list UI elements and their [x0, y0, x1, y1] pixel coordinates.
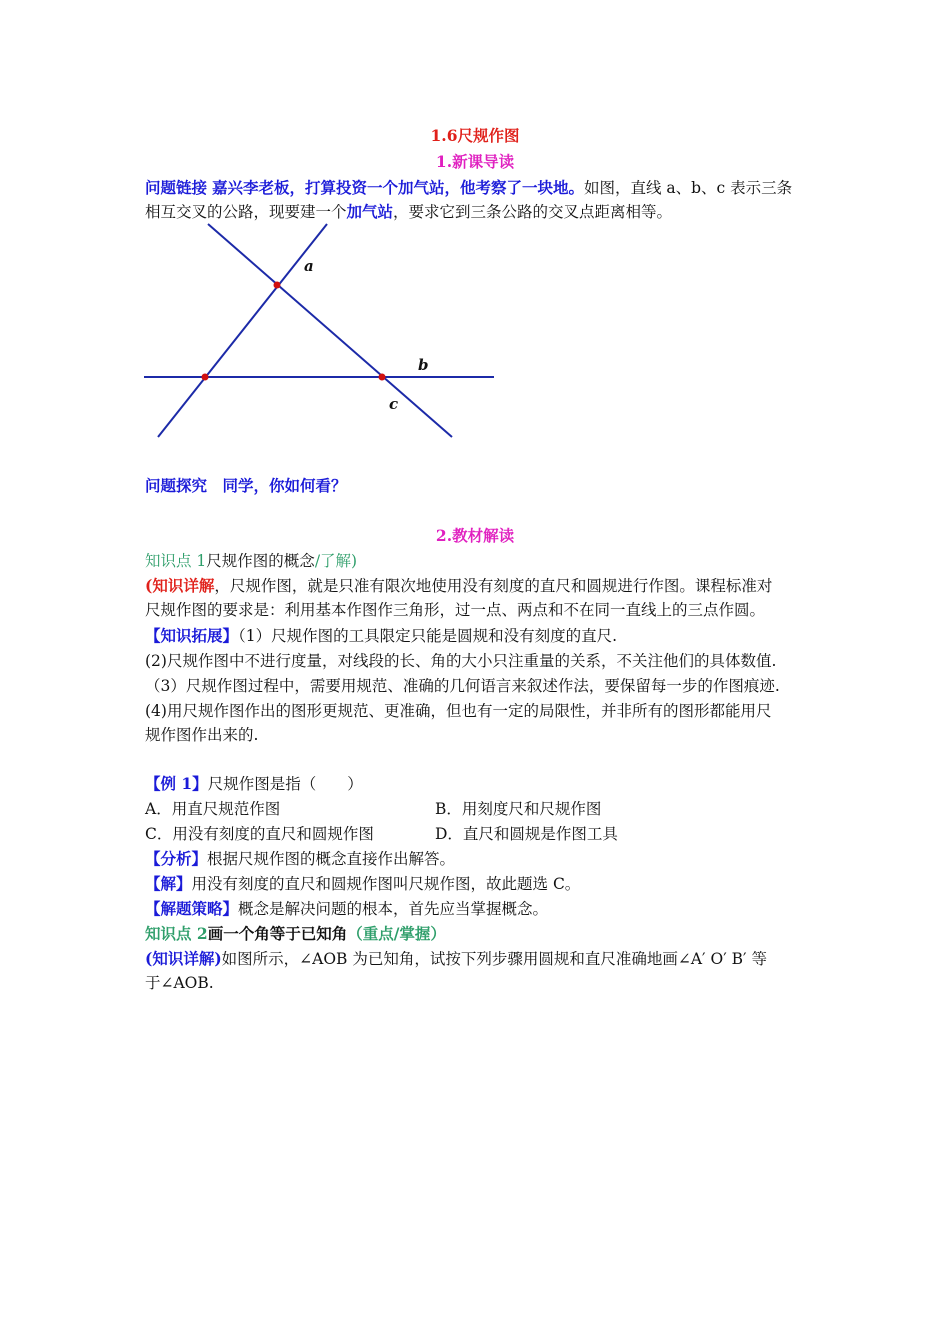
solution-line — [145, 872, 580, 896]
example1-question: 尺规作图是指（ ） — [207, 775, 363, 793]
section-heading-2: 2.教材解读 — [435, 526, 515, 545]
kp1-label: 知识点 1 — [145, 552, 207, 570]
strategy-label: 【解题策略】 — [145, 899, 239, 918]
detail1-text1: ，尺规作图，就是只准有限次地使用没有刻度的直尺和圆规进行作图。课程标准对 — [214, 577, 773, 595]
kp2-line — [145, 922, 446, 946]
road-line-a — [158, 224, 327, 437]
expand-item-3: （3）尺规作图过程中，需要用规范、准确的几何语言来叙述作法，要保留每一步的作图痕迹. — [145, 677, 780, 695]
kp1-line — [145, 549, 357, 573]
solution-label: 【解】 — [145, 874, 192, 893]
analysis-line — [145, 847, 455, 871]
intersection-point-ac — [274, 282, 281, 289]
example1-label: 【例 1】 — [145, 774, 208, 793]
kp2-label: 知识点 2 — [145, 924, 208, 943]
section-heading-1: 1.新课导读 — [435, 152, 515, 171]
option-c: C．用没有刻度的直尺和圆规作图 — [145, 825, 374, 843]
road-line-c — [208, 224, 452, 437]
intro-line-1 — [145, 176, 792, 200]
intro-label: 问题链接 — [145, 178, 208, 197]
detail2-line-1 — [145, 947, 767, 971]
intersection-point-bc — [379, 374, 386, 381]
kp2-title: 画一个角等于已知角 — [207, 924, 348, 943]
detail1-line-1 — [145, 574, 772, 598]
page-title: 1.6尺规作图 — [430, 126, 520, 145]
expand-item-4b: 规作图作出来的. — [145, 726, 259, 744]
detail1-line-2: 尺规作图的要求是：利用基本作图作三角形，过一点、两点和不在同一直线上的三点作圆。 — [145, 601, 766, 619]
detail2-text1: 如图所示，∠AOB 为已知角，试按下列步骤用圆规和直尺准确地画∠A′ O′ B′ 等 — [221, 950, 767, 968]
detail2-label: (知识详解) — [145, 949, 222, 968]
intro-text-b2: ，要求它到三条公路的交叉点距离相等。 — [393, 203, 673, 221]
strategy-line — [145, 897, 548, 921]
intersection-point-ab — [202, 374, 209, 381]
kp2-tag: （重点/掌握） — [347, 924, 446, 943]
intro-text-a: 如图，直线 a、b、c 表示三条 — [583, 179, 793, 197]
strategy-text: 概念是解决问题的根本，首先应当掌握概念。 — [238, 900, 549, 918]
kp1-tag: /了解) — [314, 552, 358, 570]
example1-options-row-1 — [145, 797, 601, 821]
option-d: D．直尺和圆规是作图工具 — [435, 825, 618, 843]
example1-question-line — [145, 772, 363, 796]
example1-options-row-2 — [145, 822, 618, 846]
option-b: B．用刻度尺和尺规作图 — [435, 800, 602, 818]
expand-label: 【知识拓展】 — [145, 626, 239, 645]
explore-line — [145, 474, 347, 498]
intro-text-b1: 相互交叉的公路，现要建一个 — [145, 203, 347, 221]
explore-label: 问题探究 — [145, 476, 208, 495]
expand-item-2: (2)尺规作图中不进行度量，对线段的长、角的大小只注重量的关系，不关注他们的具体数值. — [145, 652, 777, 670]
detail2-line-2: 于∠AOB. — [145, 974, 214, 992]
option-a: A．用直尺规范作图 — [145, 800, 281, 818]
label-b: b — [418, 356, 429, 374]
expand-line-1 — [145, 624, 617, 648]
solution-text: 用没有刻度的直尺和圆规作图叫尺规作图，故此题选 C。 — [191, 875, 581, 893]
road-intersection-figure — [140, 220, 500, 442]
analysis-text: 根据尺规作图的概念直接作出解答。 — [207, 850, 456, 868]
intro-highlight: 加气站 — [346, 202, 394, 221]
expand-item-4a: (4)用尺规作图作出的图形更规范、更准确，但也有一定的局限性，并非所有的图形都能用尺 — [145, 702, 772, 720]
explore-text: 同学，你如何看？ — [222, 476, 347, 495]
analysis-label: 【分析】 — [145, 849, 208, 868]
detail1-label: (知识详解 — [145, 576, 215, 595]
kp1-title: 尺规作图的概念 — [206, 552, 315, 570]
label-c: c — [389, 395, 399, 413]
label-a: a — [304, 257, 314, 275]
intro-bold-text: 嘉兴李老板，打算投资一个加气站，他考察了一块地。 — [211, 178, 584, 197]
expand-item-1: （1）尺规作图的工具限定只能是圆规和没有刻度的直尺. — [238, 627, 618, 645]
